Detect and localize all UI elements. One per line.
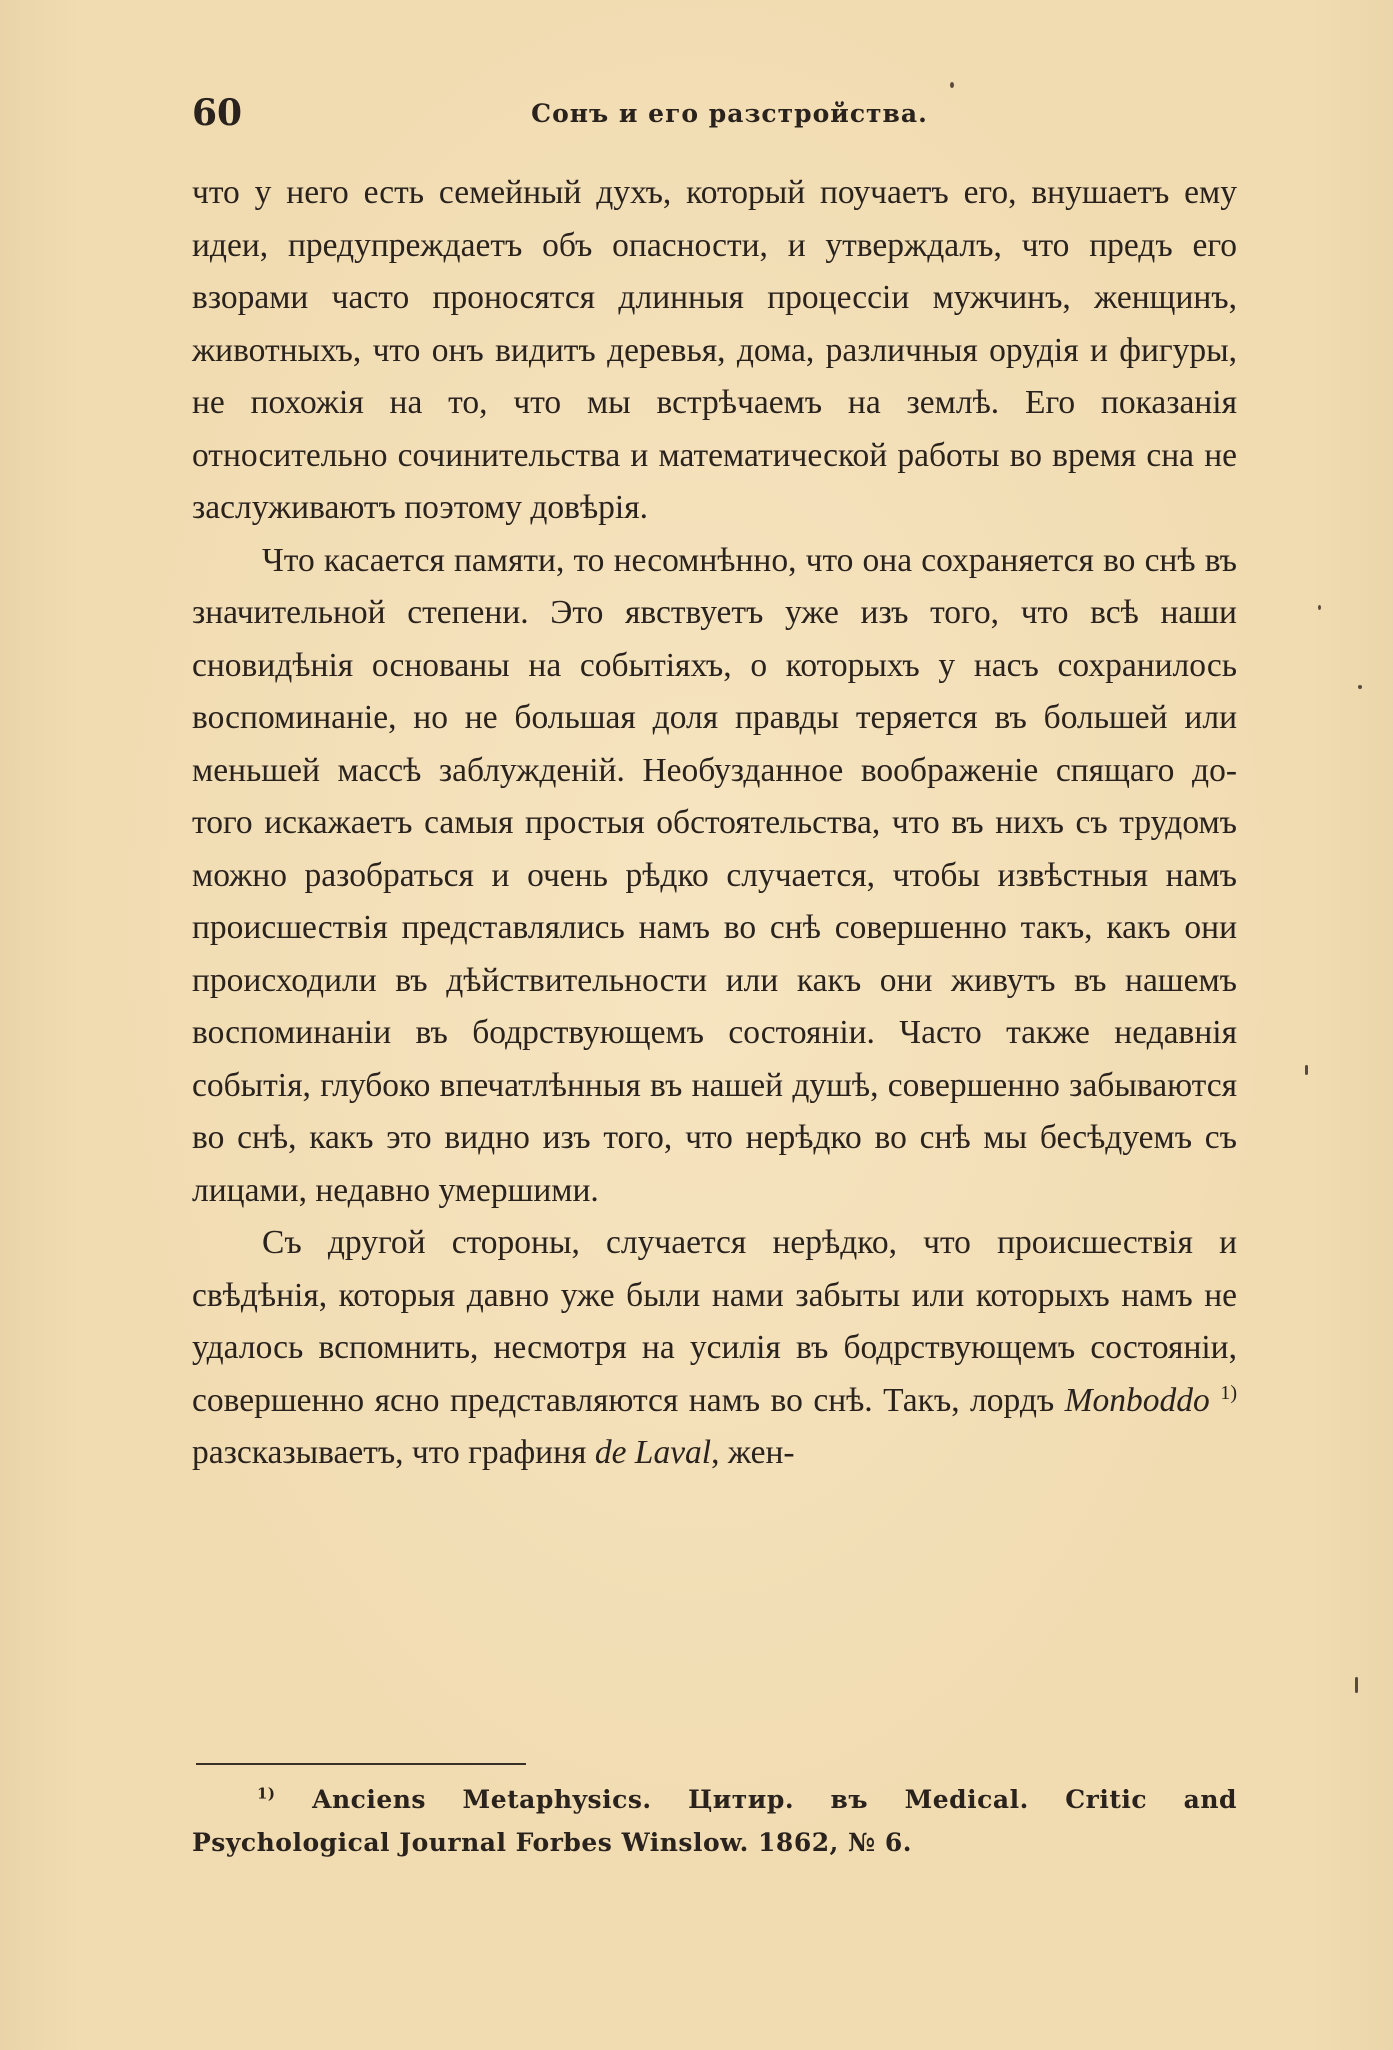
footnote-reference: 1)	[1220, 1381, 1238, 1404]
paper-speck	[1355, 1677, 1358, 1693]
paper-speck	[1305, 1065, 1308, 1075]
footnote-divider	[196, 1763, 526, 1765]
footnote-marker: 1)	[257, 1784, 276, 1803]
name-de-laval: de Laval	[594, 1434, 712, 1471]
running-head	[192, 88, 1237, 138]
main-text	[192, 167, 1237, 1480]
paper-speck	[1318, 605, 1321, 610]
paragraph-1: что у него есть семейный духъ, который поучаетъ его, внушаетъ ему идеи, предупреждаетъ объ опасности, и утверждалъ, что предъ его взорами часто проносятся длинныя процессіи мужчинъ, женщинъ, животныхъ, что онъ видитъ деревья, дома, различныя орудія и фигуры, не похожія на то, что мы встрѣчаемъ на землѣ. Его показанія относительно сочинительства и математической работы во время сна не заслуживаютъ поэтому довѣрія.	[192, 174, 1237, 526]
paragraph-3-text-end: , жен-	[711, 1434, 795, 1471]
running-title: Сонъ и его разстройства.	[531, 99, 928, 128]
paragraph-3	[192, 1217, 1237, 1480]
footnote	[192, 1778, 1237, 1864]
paragraph-2: Что касается памяти, то несомнѣнно, что она сохраняется во снѣ въ значительной степени. Это явствуетъ уже изъ того, что всѣ наши сновидѣнія основаны на событіяхъ, о которыхъ у насъ сохранилось воспоминаніе, но не большая доля правды теряется въ большей или меньшей массѣ заблужденій. Необузданное воображеніе спящаго до-того искажаетъ самыя простыя обстоятельства, что въ нихъ съ трудомъ можно разобраться и очень рѣдко случается, чтобы извѣстныя намъ происшествія представлялись намъ во снѣ совершенно такъ, какъ они происходили въ дѣйствительности или какъ они живутъ въ нашемъ воспоминаніи въ бодрствующемъ состояніи. Часто также недавнія событія, глубоко впечатлѣнныя въ нашей душѣ, совершенно забываются во снѣ, какъ это видно изъ того, что нерѣдко во снѣ мы бесѣдуемъ съ лицами, недавно умершими.	[192, 541, 1237, 1209]
paragraph-3-text-start: Съ другой стороны, случается нерѣдко, что происшествія и свѣдѣнія, которыя давно уже были нами забыты или которыхъ намъ не удалось вспомнить, несмотря на усилія въ бодрствующемъ состояніи, совершенно ясно представляются намъ во снѣ. Такъ, лордъ	[192, 1224, 1237, 1419]
paragraph-3-text-middle: разсказываетъ, что графиня	[192, 1434, 587, 1471]
name-monboddo: Monboddo	[1064, 1381, 1210, 1419]
paper-speck	[1358, 685, 1362, 689]
footnote-text: Anciens Metaphysics. Цитир. въ Medical. Critic and Psychological Journal Forbes Winslow. 1862, № 6.	[192, 1785, 1237, 1857]
paper-speck	[950, 82, 954, 88]
page-number: 60	[192, 92, 243, 134]
